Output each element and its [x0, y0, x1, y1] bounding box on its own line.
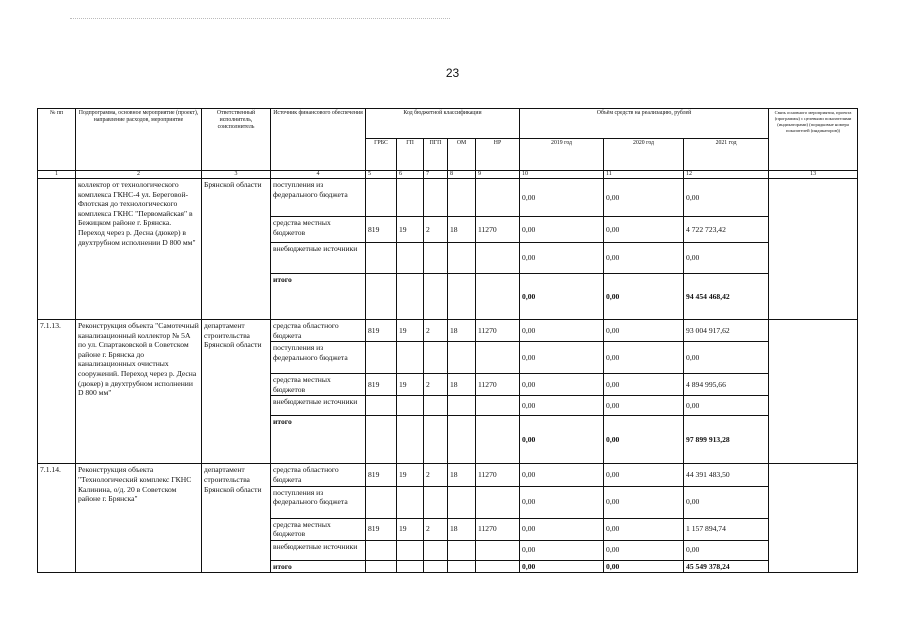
indicator-link	[769, 464, 858, 573]
amount-y2020: 0,00	[604, 486, 684, 518]
code-om	[448, 342, 476, 374]
code-pgp	[424, 396, 448, 416]
table-row	[38, 320, 858, 342]
amount-y2021: 4 722 723,42	[684, 217, 769, 243]
amount-y2021: 44 391 483,50	[684, 464, 769, 486]
col-num: 12	[684, 171, 769, 179]
code-om	[448, 396, 476, 416]
header-nr: НР	[476, 139, 520, 171]
amount-y2019: 0,00	[520, 320, 604, 342]
amount-y2021: 45 549 378,24	[684, 560, 769, 573]
indicator-link	[769, 179, 858, 320]
amount-y2021: 0,00	[684, 342, 769, 374]
page-number: 23	[445, 66, 460, 80]
amount-y2020: 0,00	[604, 518, 684, 540]
code-grbs	[366, 243, 397, 274]
code-nr	[476, 486, 520, 518]
code-om	[448, 416, 476, 464]
code-grbs	[366, 560, 397, 573]
amount-y2020: 0,00	[604, 374, 684, 396]
col-num: 13	[769, 171, 858, 179]
code-grbs	[366, 274, 397, 320]
code-gp	[397, 243, 424, 274]
scan-artifact-rule	[70, 18, 450, 19]
budget-table	[37, 108, 858, 573]
amount-y2020: 0,00	[604, 243, 684, 274]
table-body	[38, 109, 858, 573]
col-num: 3	[202, 171, 271, 179]
code-gp	[397, 416, 424, 464]
header-pgp: ПГП	[424, 139, 448, 171]
code-grbs: 819	[366, 518, 397, 540]
code-grbs	[366, 342, 397, 374]
code-nr	[476, 243, 520, 274]
funding-source: поступления из федерального бюджета	[271, 486, 366, 518]
code-om: 18	[448, 374, 476, 396]
code-nr	[476, 540, 520, 560]
funding-source: внебюджетные источники	[271, 243, 366, 274]
code-nr: 11270	[476, 464, 520, 486]
amount-y2020: 0,00	[604, 560, 684, 573]
funding-source: поступления из федерального бюджета	[271, 342, 366, 374]
amount-y2020: 0,00	[604, 396, 684, 416]
amount-y2021: 97 899 913,28	[684, 416, 769, 464]
code-gp	[397, 560, 424, 573]
funding-source: итого	[271, 560, 366, 573]
code-nr: 11270	[476, 320, 520, 342]
code-om	[448, 179, 476, 217]
col-num: 7	[424, 171, 448, 179]
code-gp	[397, 396, 424, 416]
header-row	[38, 109, 858, 139]
amount-y2020: 0,00	[604, 342, 684, 374]
funding-source: поступления из федерального бюджета	[271, 179, 366, 217]
header-2019: 2019 год	[520, 139, 604, 171]
item-description: Реконструкция объекта "Технологический комплекс ГКНС Калинина, о/д. 20 в Советском районе г. Брянска"	[76, 464, 202, 573]
code-grbs	[366, 416, 397, 464]
amount-y2020: 0,00	[604, 179, 684, 217]
funding-source: внебюджетные источники	[271, 396, 366, 416]
code-nr	[476, 416, 520, 464]
col-num: 5	[366, 171, 397, 179]
amount-y2021: 1 157 894,74	[684, 518, 769, 540]
code-nr	[476, 274, 520, 320]
code-grbs: 819	[366, 217, 397, 243]
code-gp: 19	[397, 518, 424, 540]
header-volume: Объём средств на реализацию, рублей	[520, 109, 769, 139]
code-pgp: 2	[424, 217, 448, 243]
amount-y2021: 0,00	[684, 540, 769, 560]
code-gp: 19	[397, 464, 424, 486]
code-grbs	[366, 396, 397, 416]
amount-y2020: 0,00	[604, 540, 684, 560]
amount-y2019: 0,00	[520, 518, 604, 540]
amount-y2021: 0,00	[684, 179, 769, 217]
header-budget-code: Код бюджетной классификации	[366, 109, 520, 139]
amount-y2021: 0,00	[684, 396, 769, 416]
item-number: 7.1.14.	[38, 464, 76, 573]
code-nr: 11270	[476, 518, 520, 540]
code-pgp: 2	[424, 374, 448, 396]
code-pgp	[424, 560, 448, 573]
code-om	[448, 274, 476, 320]
code-pgp	[424, 243, 448, 274]
code-gp: 19	[397, 374, 424, 396]
code-pgp	[424, 486, 448, 518]
amount-y2019: 0,00	[520, 217, 604, 243]
amount-y2020: 0,00	[604, 416, 684, 464]
amount-y2020: 0,00	[604, 320, 684, 342]
code-grbs: 819	[366, 374, 397, 396]
code-gp	[397, 274, 424, 320]
amount-y2020: 0,00	[604, 274, 684, 320]
funding-source: средства областного бюджета	[271, 320, 366, 342]
code-pgp: 2	[424, 320, 448, 342]
header-program: Подпрограмма, основное мероприятие (проект), направление расходов, мероприятие	[76, 109, 202, 171]
funding-source: средства областного бюджета	[271, 464, 366, 486]
header-om: ОМ	[448, 139, 476, 171]
code-pgp	[424, 342, 448, 374]
code-pgp: 2	[424, 518, 448, 540]
code-om	[448, 560, 476, 573]
funding-source: средства местных бюджетов	[271, 374, 366, 396]
code-nr	[476, 342, 520, 374]
code-gp	[397, 179, 424, 217]
code-pgp	[424, 416, 448, 464]
header-link: Связь основного мероприятия, проекта (программы) с целевыми показателями (индикаторами) (порядковые номера показателей (индикаторов))	[769, 109, 858, 171]
code-nr	[476, 179, 520, 217]
code-grbs	[366, 486, 397, 518]
code-pgp	[424, 179, 448, 217]
header-no: № пп	[38, 109, 76, 171]
amount-y2019: 0,00	[520, 243, 604, 274]
table-row	[38, 464, 858, 486]
amount-y2019: 0,00	[520, 179, 604, 217]
amount-y2019: 0,00	[520, 540, 604, 560]
funding-source: средства местных бюджетов	[271, 217, 366, 243]
col-num: 1	[38, 171, 76, 179]
amount-y2019: 0,00	[520, 464, 604, 486]
code-om: 18	[448, 217, 476, 243]
code-pgp	[424, 274, 448, 320]
col-num: 2	[76, 171, 202, 179]
item-executor: Брянской области	[202, 179, 271, 320]
code-grbs	[366, 179, 397, 217]
item-number	[38, 179, 76, 320]
code-om	[448, 540, 476, 560]
amount-y2019: 0,00	[520, 342, 604, 374]
code-om	[448, 243, 476, 274]
code-om: 18	[448, 518, 476, 540]
col-num: 8	[448, 171, 476, 179]
amount-y2019: 0,00	[520, 396, 604, 416]
amount-y2021: 94 454 468,42	[684, 274, 769, 320]
code-nr: 11270	[476, 374, 520, 396]
header-executor: Ответственный исполнитель, соисполнитель	[202, 109, 271, 171]
amount-y2021: 0,00	[684, 486, 769, 518]
item-description: Реконструкция объекта "Самотечный канализационный коллектор № 5А по ул. Спартаковской в Советском районе г. Брянска до канализационных очистных сооружений. Переход через р. Десна (дюкер) в двухтрубном исполнении D 800 мм"	[76, 320, 202, 464]
item-executor: департамент строительства Брянской области	[202, 320, 271, 464]
code-gp	[397, 342, 424, 374]
col-num: 4	[271, 171, 366, 179]
item-description: коллектор от технологического комплекса ГКНС-4 ул. Береговой-Флотская до технологического комплекса ГКНС "Первомайская" в Бежицком районе г. Брянска. Переход через р. Десна (дюкер) в двухтрубном исполнении D 800 мм"	[76, 179, 202, 320]
code-om: 18	[448, 464, 476, 486]
amount-y2019: 0,00	[520, 374, 604, 396]
header-2020: 2020 год	[604, 139, 684, 171]
funding-source: итого	[271, 416, 366, 464]
code-gp: 19	[397, 217, 424, 243]
code-nr: 11270	[476, 217, 520, 243]
code-gp	[397, 540, 424, 560]
code-gp: 19	[397, 320, 424, 342]
funding-source: внебюджетные источники	[271, 540, 366, 560]
amount-y2019: 0,00	[520, 416, 604, 464]
amount-y2019: 0,00	[520, 560, 604, 573]
item-executor: департамент строительства Брянской области	[202, 464, 271, 573]
col-num: 6	[397, 171, 424, 179]
header-grbs: ГРБС	[366, 139, 397, 171]
code-om	[448, 486, 476, 518]
amount-y2019: 0,00	[520, 486, 604, 518]
code-pgp	[424, 540, 448, 560]
code-nr	[476, 560, 520, 573]
amount-y2020: 0,00	[604, 464, 684, 486]
amount-y2019: 0,00	[520, 274, 604, 320]
col-num: 9	[476, 171, 520, 179]
col-num: 10	[520, 171, 604, 179]
amount-y2021: 0,00	[684, 243, 769, 274]
code-grbs: 819	[366, 320, 397, 342]
funding-source: средства местных бюджетов	[271, 518, 366, 540]
amount-y2020: 0,00	[604, 217, 684, 243]
header-source: Источник финансового обеспечения	[271, 109, 366, 171]
code-nr	[476, 396, 520, 416]
indicator-link	[769, 320, 858, 464]
col-num: 11	[604, 171, 684, 179]
code-grbs	[366, 540, 397, 560]
code-grbs: 819	[366, 464, 397, 486]
header-gp: ГП	[397, 139, 424, 171]
code-om: 18	[448, 320, 476, 342]
amount-y2021: 4 894 995,66	[684, 374, 769, 396]
item-number: 7.1.13.	[38, 320, 76, 464]
code-pgp: 2	[424, 464, 448, 486]
funding-source: итого	[271, 274, 366, 320]
header-2021: 2021 год	[684, 139, 769, 171]
table-row	[38, 179, 858, 217]
amount-y2021: 93 004 917,62	[684, 320, 769, 342]
code-gp	[397, 486, 424, 518]
column-number-row	[38, 171, 858, 179]
